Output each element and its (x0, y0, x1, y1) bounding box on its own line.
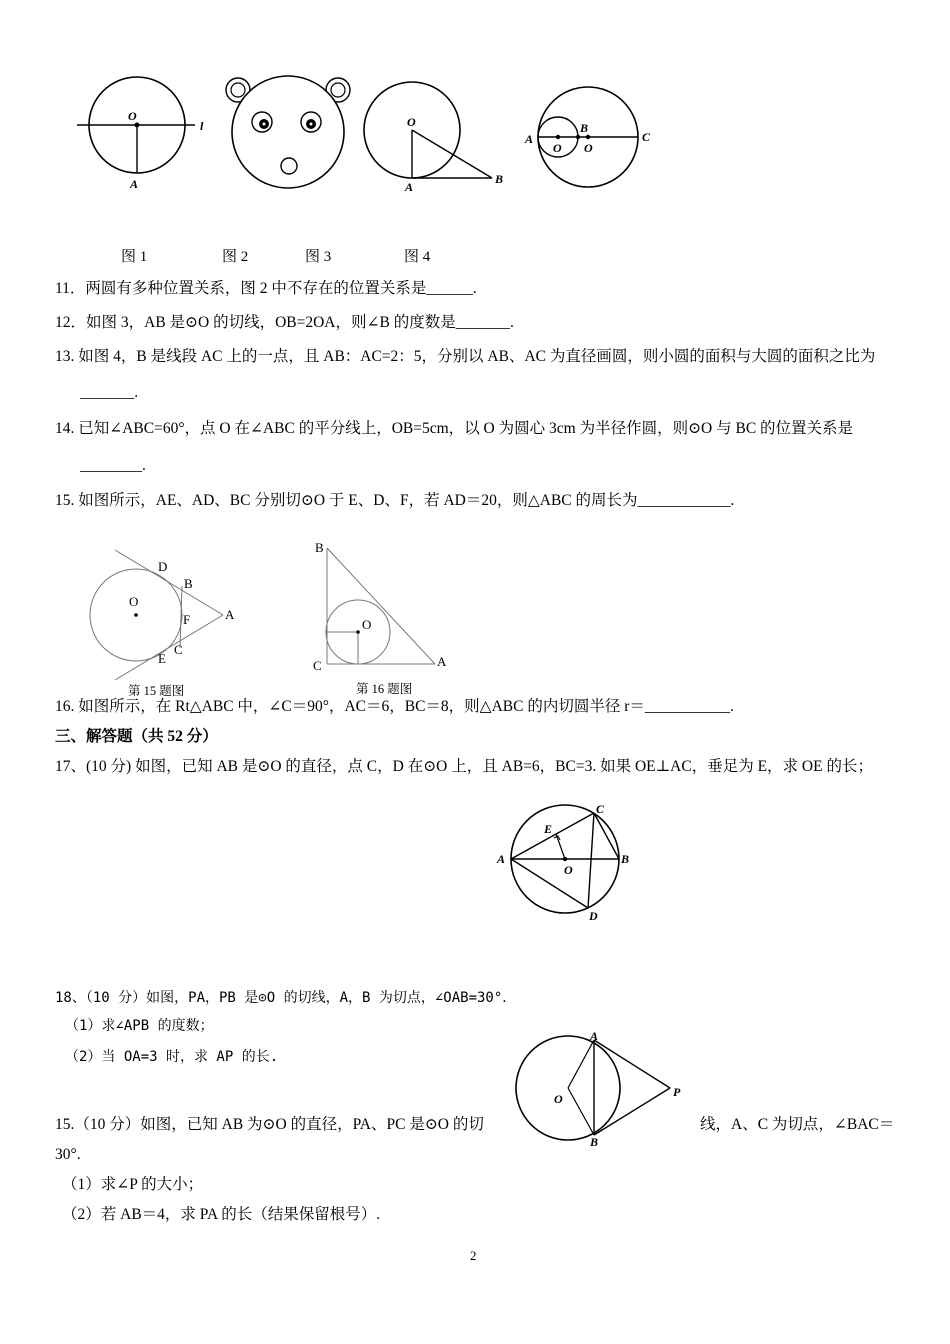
caption-fig15: 第 15 题图 (128, 684, 185, 698)
fig17-label-o: O (564, 863, 573, 877)
figure-17 (490, 800, 640, 925)
question-12: 12．如图 3，AB 是⊙O 的切线，OB=2OA，则∠B 的度数是_______. (55, 314, 514, 331)
question-19-part-1: （1）求∠P 的大小； (62, 1176, 204, 1193)
section-3-heading: 三、解答题（共 52 分） (55, 728, 218, 745)
fig17-label-a: A (497, 852, 506, 866)
fig3-label-b: B (495, 172, 504, 186)
figures-15-16 (85, 540, 465, 700)
fig15-label-f: F (183, 612, 191, 627)
fig18-label-o: O (554, 1092, 563, 1106)
fig15-label-e: E (158, 651, 166, 666)
fig16-label-c: C (313, 658, 322, 673)
fig4-label-a: A (525, 132, 534, 146)
fig1-label-a: A (130, 177, 139, 191)
fig15-label-d: D (158, 559, 168, 574)
fig16-label-b: B (315, 540, 324, 555)
fig4-label-c: C (642, 130, 651, 144)
figure-3 (364, 82, 503, 194)
figure-1 (77, 77, 204, 191)
caption-fig1: 图 1 (121, 249, 148, 265)
fig16-label-o: O (362, 617, 372, 632)
figure-18 (510, 1028, 690, 1150)
question-19: 15.（10 分）如图，已知 AB 为⊙O 的直径，PA、PC 是⊙O 的切 (55, 1116, 484, 1133)
fig17-label-b: B (621, 852, 630, 866)
caption-fig3: 图 3 (305, 249, 332, 265)
fig15-label-c: C (174, 642, 183, 657)
question-13: 13. 如图 4，B 是线段 AC 上的一点，且 AB：AC=2：5，分别以 AB、AC 为直径画圆，则小圆的面积与大圆的面积之比为 (55, 348, 876, 365)
figures-row-top (60, 70, 680, 220)
fig15-label-b: B (184, 576, 193, 591)
fig18-label-p: P (673, 1085, 681, 1099)
question-19-part-2: （2）若 AB＝4，求 PA 的长（结果保留根号）. (62, 1206, 381, 1223)
fig1-label-l: l (200, 119, 204, 133)
figure-16 (313, 540, 447, 673)
question-19-wrap: 30°. (55, 1146, 81, 1163)
fig1-label-o: O (128, 109, 137, 123)
figure-2 (226, 76, 350, 188)
question-18-part-2: （2）当 OA=3 时，求 AP 的长. (65, 1049, 279, 1065)
fig4-label-b: B (580, 121, 589, 135)
fig15-label-o: O (129, 594, 139, 609)
question-17: 17、(10 分) 如图，已知 AB 是⊙O 的直径，点 C，D 在⊙O 上，且 AB=6，BC=3. 如果 OE⊥AC，垂足为 E，求 OE 的长； (55, 758, 873, 775)
caption-fig2: 图 2 (222, 249, 249, 265)
fig17-label-d: D (589, 909, 598, 923)
fig4-label-o-large: O (584, 141, 593, 155)
caption-fig4: 图 4 (404, 249, 431, 265)
question-14: 14. 已知∠ABC=60°，点 O 在∠ABC 的平分线上，OB=5cm，以 O 为圆心 3cm 为半径作圆，则⊙O 与 BC 的位置关系是 (55, 420, 854, 437)
fig17-label-e: E (544, 822, 553, 836)
figure-15 (90, 550, 235, 680)
figure-4 (524, 87, 651, 187)
fig3-label-o: O (407, 115, 416, 129)
fig3-label-a: A (405, 180, 414, 194)
fig15-label-a: A (225, 607, 235, 622)
page-number: 2 (470, 1248, 477, 1263)
question-15: 15. 如图所示，AE、AD、BC 分别切⊙O 于 E、D、F，若 AD＝20，则△ABC 的周长为____________. (55, 492, 735, 509)
fig18-label-a: A (590, 1029, 599, 1043)
caption-fig16: 第 16 题图 (356, 682, 413, 696)
question-19-cont: 线，A、C 为切点，∠BAC＝ (700, 1116, 895, 1133)
fig17-label-c: C (596, 802, 605, 816)
question-14-blank: ________. (80, 457, 146, 474)
fig18-label-b: B (590, 1135, 599, 1149)
fig4-label-o-small: O (553, 141, 562, 155)
question-13-blank: _______. (80, 384, 139, 401)
fig16-label-a: A (437, 654, 447, 669)
question-18-part-1: （1）求∠APB 的度数； (65, 1018, 214, 1034)
question-18: 18、（10 分）如图，PA，PB 是⊙O 的切线，A，B 为切点，∠OAB=30°． (55, 990, 517, 1006)
question-16: 16. 如图所示，在 Rt△ABC 中，∠C＝90°，AC＝6，BC＝8，则△ABC 的内切圆半径 r＝___________. (55, 698, 734, 715)
question-11: 11．两圆有多种位置关系，图 2 中不存在的位置关系是______. (55, 280, 477, 297)
